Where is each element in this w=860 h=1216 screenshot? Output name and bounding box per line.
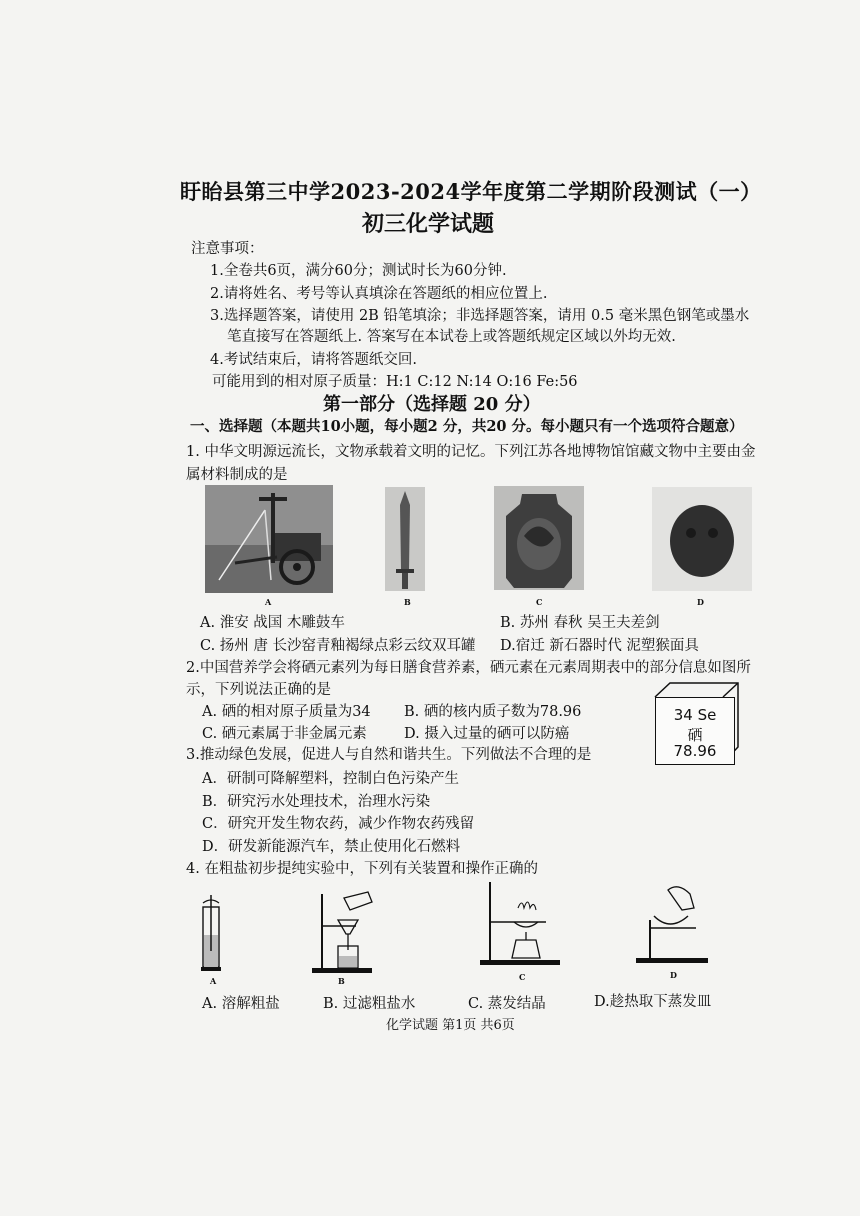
- notice-heading: 注意事项：: [191, 241, 264, 257]
- notice-item: 4.考试结束后，请将答题纸交回.: [210, 352, 417, 368]
- element-name: 硒: [687, 726, 703, 744]
- q4-option-a: A. 溶解粗盐: [202, 996, 280, 1012]
- q4-image-label: B: [338, 976, 345, 986]
- q4-image-label: A: [210, 976, 217, 986]
- q3-option-c: C．研究开发生物农药，减少作物农药残留: [202, 816, 475, 832]
- q2-option-b: B. 硒的核内质子数为78.96: [404, 704, 582, 720]
- page-footer: 化学试题 第1页 共6页: [386, 1018, 515, 1033]
- remove-dish-drawing: [632, 880, 712, 966]
- q1-option-d: D.宿迁 新石器时代 泥塑猴面具: [500, 638, 699, 654]
- jar-image: [494, 486, 584, 596]
- q3-option-d: D．研发新能源汽车，禁止使用化石燃料: [202, 839, 461, 855]
- notice-item: 1.全卷共6页，满分60分；测试时长为60分钟.: [210, 263, 507, 279]
- filtration-drawing: [310, 888, 376, 976]
- q2-stem: 2.中国营养学会将硒元素列为每日膳食营养素，硒元素在元素周期表中的部分信息如图所: [186, 660, 751, 676]
- q1-image-label: A: [265, 597, 272, 607]
- selenium-element-card: [655, 697, 735, 765]
- q4-image-label: D: [670, 970, 677, 980]
- element-symbol: Se: [697, 706, 717, 724]
- atomic-masses: 可能用到的相对原子质量：H:1 C:12 N:14 O:16 Fe:56: [212, 374, 578, 390]
- q2-option-a: A. 硒的相对原子质量为34: [202, 704, 371, 720]
- sword-image: [385, 487, 425, 595]
- q1-stem: 1. 中华文明源远流长，文物承载着文明的记忆。下列江苏各地博物馆馆藏文物中主要由金: [186, 444, 756, 460]
- q1-image-label: D: [697, 597, 704, 607]
- q1-stem: 属材料制成的是: [186, 467, 288, 483]
- notice-item: 2.请将姓名、考号等认真填涂在答题纸的相应位置上.: [210, 286, 548, 302]
- q1-option-b: B. 苏州 春秋 吴王夫差剑: [500, 615, 660, 631]
- q3-option-a: A．研制可降解塑料，控制白色污染产生: [202, 771, 459, 787]
- exam-title: 盱眙县第三中学2023-2024学年度第二学期阶段测试（一）: [180, 179, 762, 204]
- graduated-cylinder-drawing: [195, 895, 227, 975]
- notice-item: 笔直接写在答题纸上. 答案写在本试卷上或答题纸规定区域以外均无效.: [227, 329, 676, 345]
- q4-image-label: C: [519, 972, 526, 982]
- q4-option-b: B. 过滤粗盐水: [323, 996, 416, 1012]
- q4-option-c: C. 蒸发结晶: [468, 996, 546, 1012]
- mask-image: [652, 487, 752, 595]
- q3-option-b: B．研究污水处理技术，治理水污染: [202, 794, 431, 810]
- q3-stem: 3.推动绿色发展，促进人与自然和谐共生。下列做法不合理的是: [186, 747, 592, 763]
- notice-item: 3.选择题答案，请使用 2B 铅笔填涂；非选择题答案，请用 0.5 毫米黑色钢笔或墨水: [210, 308, 750, 324]
- q2-option-c: C. 硒元素属于非金属元素: [202, 726, 367, 742]
- element-number: 34: [673, 706, 693, 724]
- exam-subtitle: 初三化学试题: [362, 211, 495, 237]
- section-header: 一、选择题（本题共10小题，每小题2 分，共20 分。每小题只有一个选项符合题意）: [190, 418, 744, 435]
- q4-option-d: D.趁热取下蒸发皿: [594, 994, 712, 1010]
- evaporation-drawing: [480, 878, 564, 970]
- q4-stem: 4. 在粗盐初步提纯实验中，下列有关装置和操作正确的: [186, 861, 538, 877]
- q1-image-label: B: [404, 597, 411, 607]
- drum-cart-image: [205, 485, 333, 597]
- q1-image-label: C: [536, 597, 543, 607]
- q1-option-c: C. 扬州 唐 长沙窑青釉褐绿点彩云纹双耳罐: [200, 638, 476, 654]
- q1-option-a: A. 淮安 战国 木雕鼓车: [200, 615, 345, 631]
- q2-stem: 示，下列说法正确的是: [186, 682, 331, 698]
- part1-title: 第一部分（选择题 20 分）: [323, 394, 541, 415]
- q2-option-d: D. 摄入过量的硒可以防癌: [404, 726, 570, 742]
- element-mass: 78.96: [673, 742, 717, 760]
